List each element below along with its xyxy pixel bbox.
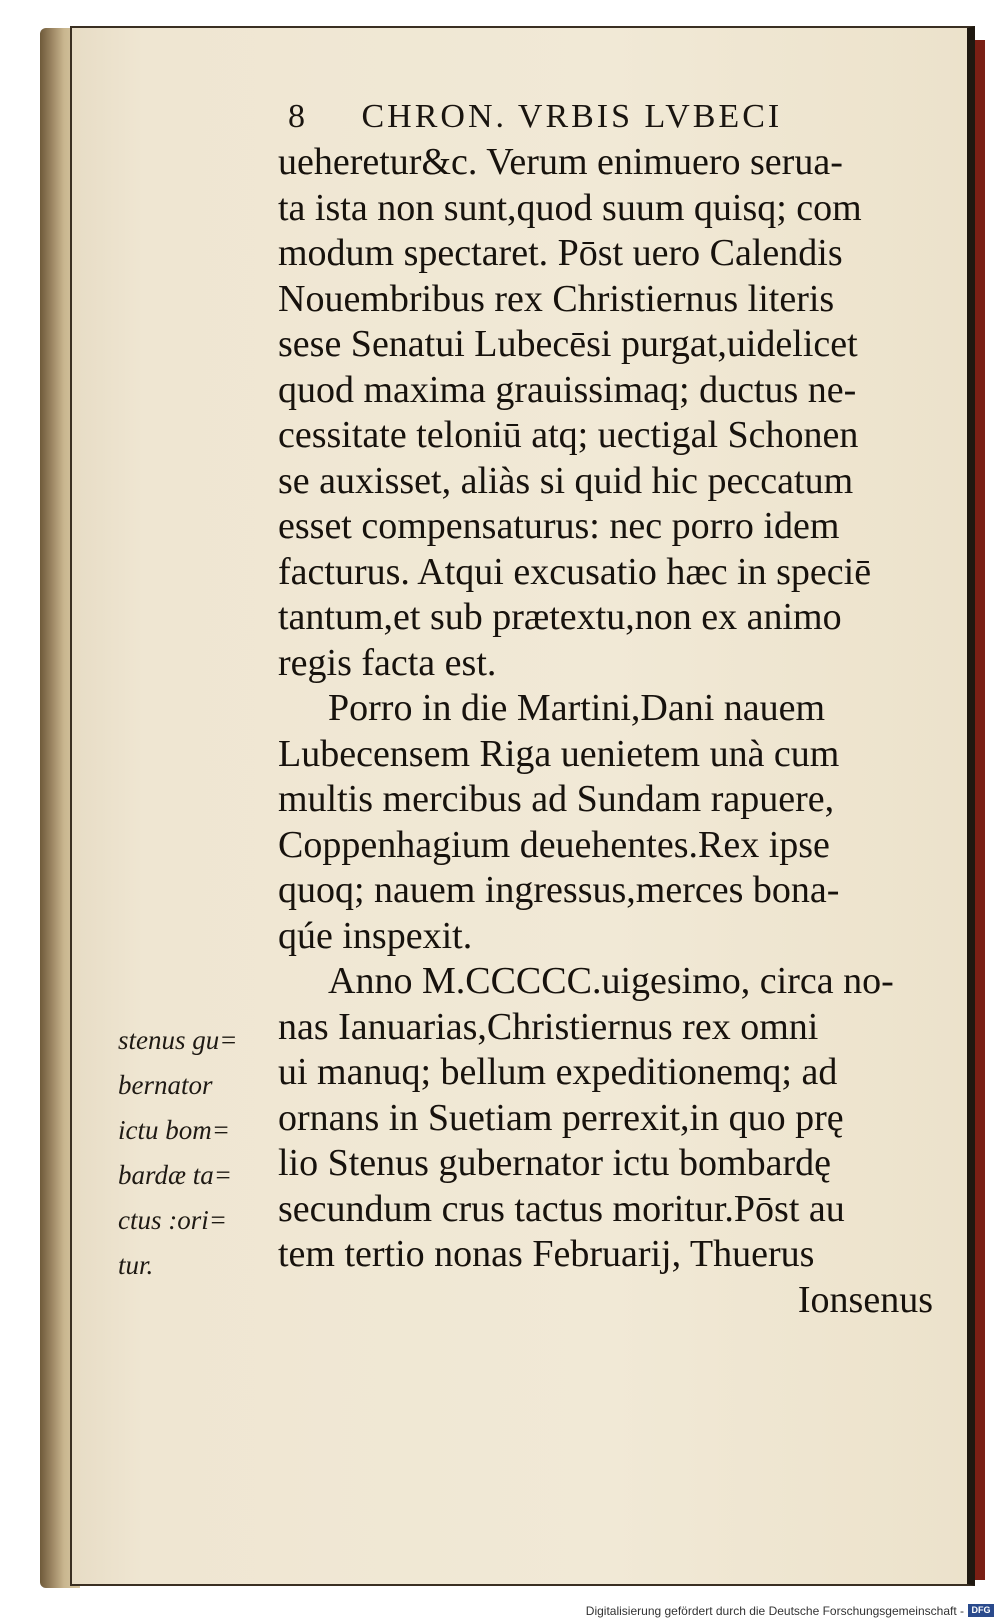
margin-note	[118, 1018, 268, 1288]
running-title: CHRON. VRBIS LVBECI	[361, 98, 783, 135]
text-line: Ionsenus	[797, 1278, 933, 1321]
text-line: qúe inspexit.	[278, 914, 473, 957]
running-head	[288, 98, 928, 146]
margin-note-line: bardæ ta=	[118, 1160, 232, 1190]
text-line: modum spectaret. Pōst uero Calendis	[278, 232, 843, 274]
text-line: ui manuq; bellum expeditionemq; ad	[278, 1051, 838, 1093]
text-line: secundum crus tactus moritur.Pōst au	[278, 1187, 845, 1230]
text-line: lio Stenus gubernator ictu bombardę	[278, 1142, 831, 1184]
text-line: Coppenhagium deuehentes.Rex ipse	[278, 823, 830, 866]
text-line: tem tertio nonas Februarij, Thuerus	[278, 1233, 815, 1275]
page-right-edge	[975, 40, 985, 1580]
text-line: se auxisset, aliàs si quid hic peccatum	[278, 459, 854, 502]
text-line: ta ista non sunt,quod suum quisq; com	[278, 186, 862, 229]
text-line: regis facta est.	[278, 641, 497, 684]
dfg-logo: DFG	[968, 1604, 994, 1617]
text-line: esset compensaturus: nec porro idem	[278, 505, 840, 547]
body-text	[278, 140, 943, 1323]
margin-note-line: ictu bom=	[118, 1115, 230, 1145]
margin-note-line: bernator	[118, 1070, 213, 1100]
text-line: tantum,et sub prætextu,non ex animo	[278, 596, 842, 638]
text-line: Porro in die Martini,Dani nauem	[328, 687, 826, 729]
text-line: sese Senatui Lubecēsi purgat,uidelicet	[278, 323, 858, 365]
margin-note-line: stenus gu=	[118, 1025, 238, 1055]
text-line: nas Ianuarias,Christiernus rex omni	[278, 1005, 819, 1048]
text-line: Lubecensem Riga uenietem unà cum	[278, 732, 840, 775]
text-line: ornans in Suetiam perrexit,in quo prę	[278, 1096, 844, 1139]
text-line: Nouembribus rex Christiernus literis	[278, 277, 835, 320]
text-line: Anno M.CCCCC.uigesimo, circa no-	[328, 960, 894, 1002]
footer-credit: Digitalisierung gefördert durch die Deutsche Forschungsgemeinschaft -	[585, 1604, 964, 1618]
margin-note-line: tur.	[118, 1250, 154, 1280]
text-line: ueheretur&c. Verum enimuero serua-	[278, 141, 843, 183]
text-line: multis mercibus ad Sundam rapuere,	[278, 778, 835, 820]
footer-bar	[0, 1601, 1000, 1621]
text-line: cessitate teloniū atq; uectigal Schonen	[278, 414, 859, 456]
text-line: quod maxima grauissimaq; ductus ne-	[278, 368, 857, 411]
text-line: facturus. Atqui excusatio hæc in speciē	[278, 550, 872, 593]
text-line: quoq; nauem ingressus,merces bona-	[278, 869, 840, 911]
margin-note-line: ctus :ori=	[118, 1205, 227, 1235]
page-number: 8	[288, 98, 308, 135]
